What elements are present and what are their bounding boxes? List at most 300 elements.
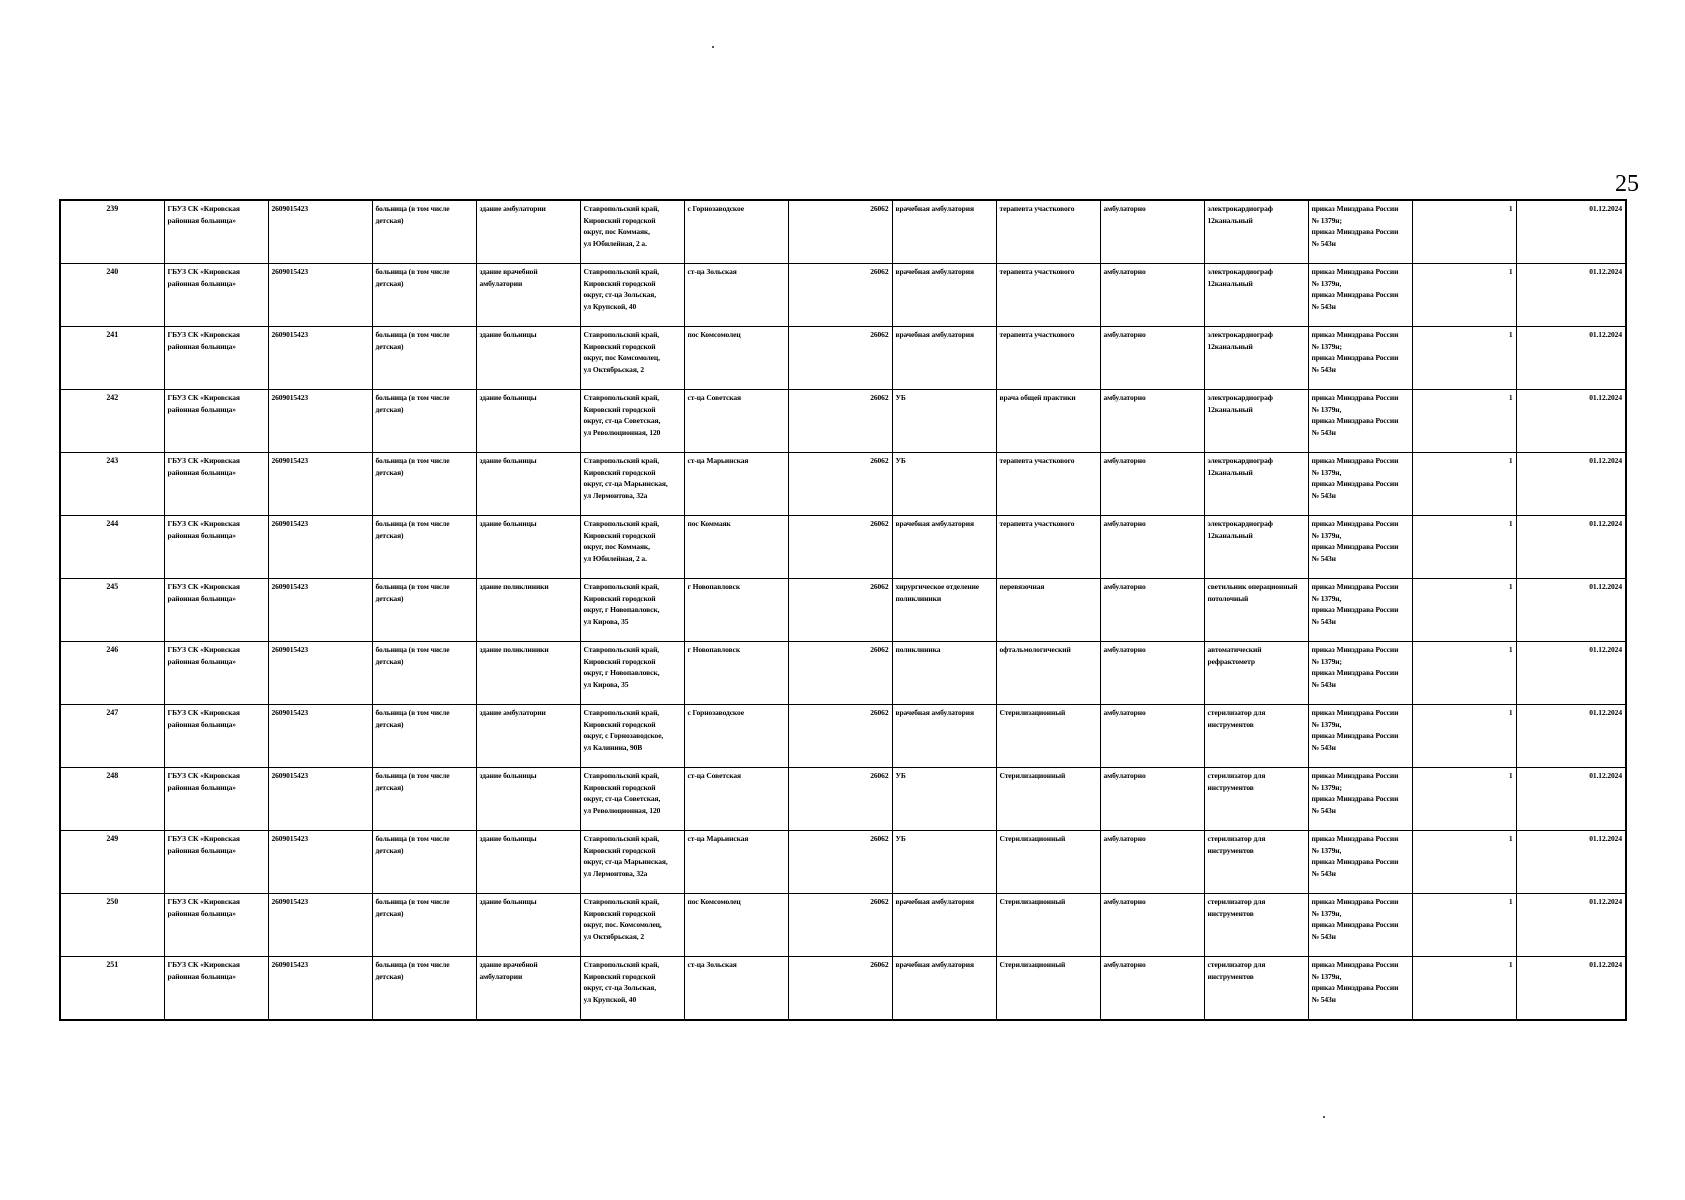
cell-order xyxy=(1308,579,1412,642)
cell-order-line: № 543н xyxy=(1311,931,1336,941)
cell-organization-line: районная больница» xyxy=(167,719,236,729)
cell-subdivision-line: врачебная амбулатория xyxy=(895,267,974,276)
cell-organization-line: районная больница» xyxy=(167,908,236,918)
cell-equipment xyxy=(1204,957,1308,1021)
table-row xyxy=(60,516,1626,579)
cell-locality: пос Комсомолец xyxy=(684,327,788,390)
cell-address-line: Кировский городской xyxy=(583,278,656,288)
cell-quantity: 1 xyxy=(1412,390,1516,453)
cell-address-line: ул Юбилейная, 2 а. xyxy=(583,238,647,248)
cell-facility-type-line: детская) xyxy=(375,530,404,540)
cell-care-form: амбулаторно xyxy=(1100,705,1204,768)
cell-organization-line: ГБУЗ СК «Кировская xyxy=(167,645,240,654)
cell-order-line: № 1379н, xyxy=(1311,845,1342,855)
cell-building xyxy=(476,579,580,642)
cell-num: 243 xyxy=(60,453,164,516)
cell-region-code: 26062 xyxy=(788,768,892,831)
cell-cabinet: Стерилизационный xyxy=(996,957,1100,1021)
cell-facility-type xyxy=(372,831,476,894)
cell-order-line: № 1379н, xyxy=(1311,530,1342,540)
cell-building xyxy=(476,390,580,453)
cell-address-line: ул Крупской, 40 xyxy=(583,994,637,1004)
cell-facility-type xyxy=(372,200,476,264)
cell-equipment-line: 12канальный xyxy=(1207,404,1253,414)
cell-equipment-line: инструментов xyxy=(1207,719,1254,729)
cell-region-code: 26062 xyxy=(788,200,892,264)
table-row xyxy=(60,957,1626,1021)
cell-address-line: Ставропольский край, xyxy=(583,267,660,276)
cell-locality: г Новопавловск xyxy=(684,642,788,705)
cell-building-line: здание амбулатории xyxy=(479,708,546,717)
cell-inn: 2609015423 xyxy=(268,768,372,831)
cell-date: 01.12.2024 xyxy=(1516,516,1626,579)
cell-building-line: здание больницы xyxy=(479,897,537,906)
cell-equipment-line: инструментов xyxy=(1207,782,1254,792)
cell-equipment-line: 12канальный xyxy=(1207,278,1253,288)
cell-subdivision xyxy=(892,705,996,768)
cell-locality: с Горнозаводское xyxy=(684,705,788,768)
cell-organization-line: районная больница» xyxy=(167,971,236,981)
cell-inn: 2609015423 xyxy=(268,390,372,453)
cell-equipment xyxy=(1204,200,1308,264)
cell-building xyxy=(476,957,580,1021)
cell-address-line: Ставропольский край, xyxy=(583,897,660,906)
cell-equipment-line: 12канальный xyxy=(1207,530,1253,540)
cell-order-line: приказ Минздрава России xyxy=(1311,542,1399,551)
cell-address-line: Ставропольский край, xyxy=(583,582,660,591)
cell-subdivision xyxy=(892,327,996,390)
table-row xyxy=(60,831,1626,894)
cell-order-line: № 1379н, xyxy=(1311,908,1342,918)
cell-building xyxy=(476,705,580,768)
cell-address-line: округ, ст-ца Зольская, xyxy=(583,290,656,299)
cell-care-form: амбулаторно xyxy=(1100,894,1204,957)
cell-address xyxy=(580,579,684,642)
cell-address-line: округ, пос Коммаяк, xyxy=(583,542,650,551)
cell-order-line: № 543н xyxy=(1311,868,1336,878)
cell-address-line: Кировский городской xyxy=(583,341,656,351)
cell-facility-type xyxy=(372,453,476,516)
cell-address-line: округ, ст-ца Советская, xyxy=(583,794,661,803)
cell-facility-type xyxy=(372,768,476,831)
cell-address-line: Кировский городской xyxy=(583,530,656,540)
cell-facility-type-line: больница (в том числе xyxy=(375,708,450,717)
cell-equipment xyxy=(1204,831,1308,894)
cell-cabinet: терапевта участкового xyxy=(996,264,1100,327)
cell-order-line: приказ Минздрава России xyxy=(1311,227,1399,236)
cell-equipment xyxy=(1204,516,1308,579)
cell-building xyxy=(476,327,580,390)
cell-subdivision xyxy=(892,516,996,579)
cell-quantity: 1 xyxy=(1412,579,1516,642)
cell-locality: ст-ца Зольская xyxy=(684,957,788,1021)
cell-locality: с Горнозаводское xyxy=(684,200,788,264)
cell-address xyxy=(580,390,684,453)
cell-address-line: ул Юбилейная, 2 а. xyxy=(583,553,647,563)
cell-order-line: № 1379н, xyxy=(1311,593,1342,603)
equipment-table xyxy=(59,199,1627,1021)
cell-subdivision-line: врачебная амбулатория xyxy=(895,960,974,969)
cell-region-code: 26062 xyxy=(788,957,892,1021)
cell-care-form: амбулаторно xyxy=(1100,768,1204,831)
cell-order-line: № 1379н, xyxy=(1311,278,1342,288)
cell-equipment-line: рефрактометр xyxy=(1207,656,1255,666)
cell-order-line: приказ Минздрава России xyxy=(1311,897,1399,906)
cell-quantity: 1 xyxy=(1412,894,1516,957)
cell-cabinet: терапевта участкового xyxy=(996,327,1100,390)
cell-address xyxy=(580,768,684,831)
cell-equipment-line: электрокардиограф xyxy=(1207,519,1273,528)
cell-date: 01.12.2024 xyxy=(1516,705,1626,768)
cell-order-line: приказ Минздрава России xyxy=(1311,582,1399,591)
cell-cabinet: терапевта участкового xyxy=(996,453,1100,516)
cell-equipment-line: светильник операционный xyxy=(1207,582,1298,591)
cell-building xyxy=(476,831,580,894)
cell-address-line: ул Крупской, 40 xyxy=(583,301,637,311)
cell-date: 01.12.2024 xyxy=(1516,957,1626,1021)
cell-address-line: Кировский городской xyxy=(583,845,656,855)
cell-facility-type xyxy=(372,390,476,453)
cell-organization-line: ГБУЗ СК «Кировская xyxy=(167,771,240,780)
cell-care-form: амбулаторно xyxy=(1100,642,1204,705)
cell-organization-line: ГБУЗ СК «Кировская xyxy=(167,330,240,339)
cell-quantity: 1 xyxy=(1412,831,1516,894)
cell-subdivision-line: врачебная амбулатория xyxy=(895,897,974,906)
cell-address-line: округ, г Новопавловск, xyxy=(583,668,660,677)
cell-address-line: Кировский городской xyxy=(583,782,656,792)
cell-building xyxy=(476,894,580,957)
cell-subdivision xyxy=(892,831,996,894)
cell-address-line: Кировский городской xyxy=(583,719,656,729)
cell-order-line: приказ Минздрава России xyxy=(1311,794,1399,803)
cell-order-line: № 1379н; xyxy=(1311,215,1342,225)
cell-inn: 2609015423 xyxy=(268,831,372,894)
cell-facility-type-line: детская) xyxy=(375,971,404,981)
cell-subdivision xyxy=(892,200,996,264)
cell-order-line: приказ Минздрава России xyxy=(1311,771,1399,780)
cell-order-line: приказ Минздрава России xyxy=(1311,416,1399,425)
cell-organization-line: ГБУЗ СК «Кировская xyxy=(167,267,240,276)
cell-locality: пос Комсомолец xyxy=(684,894,788,957)
cell-organization-line: ГБУЗ СК «Кировская xyxy=(167,582,240,591)
cell-facility-type-line: детская) xyxy=(375,467,404,477)
cell-order-line: приказ Минздрава России xyxy=(1311,708,1399,717)
cell-order-line: № 1379н, xyxy=(1311,404,1342,414)
cell-organization-line: районная больница» xyxy=(167,656,236,666)
table-row xyxy=(60,894,1626,957)
cell-order-line: приказ Минздрава России xyxy=(1311,731,1399,740)
cell-facility-type-line: детская) xyxy=(375,404,404,414)
cell-facility-type-line: детская) xyxy=(375,782,404,792)
cell-organization-line: районная больница» xyxy=(167,530,236,540)
cell-quantity: 1 xyxy=(1412,264,1516,327)
cell-subdivision-line: врачебная амбулатория xyxy=(895,204,974,213)
cell-facility-type-line: детская) xyxy=(375,278,404,288)
cell-num: 246 xyxy=(60,642,164,705)
cell-facility-type-line: детская) xyxy=(375,656,404,666)
cell-organization xyxy=(164,516,268,579)
cell-address-line: округ, ст-ца Марьинская, xyxy=(583,857,668,866)
cell-address-line: Ставропольский край, xyxy=(583,204,660,213)
cell-care-form: амбулаторно xyxy=(1100,390,1204,453)
cell-address xyxy=(580,453,684,516)
cell-locality: ст-ца Зольская xyxy=(684,264,788,327)
cell-address-line: ул Калинина, 90В xyxy=(583,742,643,752)
cell-facility-type-line: больница (в том числе xyxy=(375,204,450,213)
cell-inn: 2609015423 xyxy=(268,327,372,390)
cell-order xyxy=(1308,200,1412,264)
cell-equipment xyxy=(1204,705,1308,768)
cell-organization xyxy=(164,264,268,327)
cell-address-line: ул Революционная, 120 xyxy=(583,427,661,437)
cell-address-line: ул Кирова, 35 xyxy=(583,679,629,689)
cell-facility-type xyxy=(372,264,476,327)
table-row xyxy=(60,768,1626,831)
cell-address-line: Кировский городской xyxy=(583,656,656,666)
cell-care-form: амбулаторно xyxy=(1100,264,1204,327)
cell-subdivision xyxy=(892,579,996,642)
cell-care-form: амбулаторно xyxy=(1100,957,1204,1021)
cell-equipment xyxy=(1204,894,1308,957)
cell-order-line: приказ Минздрава России xyxy=(1311,668,1399,677)
cell-address xyxy=(580,894,684,957)
cell-order-line: № 543н xyxy=(1311,238,1336,248)
cell-organization-line: районная больница» xyxy=(167,467,236,477)
cell-inn: 2609015423 xyxy=(268,264,372,327)
cell-equipment-line: электрокардиограф xyxy=(1207,393,1273,402)
cell-num: 248 xyxy=(60,768,164,831)
cell-cabinet: Стерилизационный xyxy=(996,705,1100,768)
cell-equipment xyxy=(1204,264,1308,327)
cell-address-line: ул Лермонтова, 32а xyxy=(583,490,648,500)
cell-order-line: приказ Минздрава России xyxy=(1311,330,1399,339)
cell-organization-line: районная больница» xyxy=(167,782,236,792)
cell-address-line: Ставропольский край, xyxy=(583,645,660,654)
cell-organization xyxy=(164,705,268,768)
cell-equipment xyxy=(1204,642,1308,705)
cell-facility-type-line: детская) xyxy=(375,845,404,855)
cell-facility-type-line: больница (в том числе xyxy=(375,897,450,906)
cell-care-form: амбулаторно xyxy=(1100,200,1204,264)
cell-order-line: приказ Минздрава России xyxy=(1311,267,1399,276)
cell-organization-line: ГБУЗ СК «Кировская xyxy=(167,456,240,465)
cell-care-form: амбулаторно xyxy=(1100,516,1204,579)
cell-equipment xyxy=(1204,390,1308,453)
cell-building-line: амбулатории xyxy=(479,971,523,981)
cell-address-line: ул Кирова, 35 xyxy=(583,616,629,626)
cell-locality: пос Коммаяк xyxy=(684,516,788,579)
cell-address-line: Кировский городской xyxy=(583,215,656,225)
cell-equipment-line: электрокардиограф xyxy=(1207,204,1273,213)
cell-date: 01.12.2024 xyxy=(1516,894,1626,957)
cell-subdivision-line: врачебная амбулатория xyxy=(895,330,974,339)
cell-inn: 2609015423 xyxy=(268,516,372,579)
cell-order xyxy=(1308,264,1412,327)
cell-quantity: 1 xyxy=(1412,453,1516,516)
cell-organization-line: районная больница» xyxy=(167,845,236,855)
cell-region-code: 26062 xyxy=(788,579,892,642)
cell-num: 242 xyxy=(60,390,164,453)
cell-address-line: округ, пос Коммаяк, xyxy=(583,227,650,236)
cell-address xyxy=(580,831,684,894)
cell-order-line: № 543н xyxy=(1311,994,1336,1004)
table-row xyxy=(60,453,1626,516)
cell-equipment-line: 12канальный xyxy=(1207,215,1253,225)
cell-address-line: округ, ст-ца Советская, xyxy=(583,416,661,425)
cell-facility-type-line: больница (в том числе xyxy=(375,960,450,969)
cell-building-line: здание врачебной xyxy=(479,960,538,969)
cell-quantity: 1 xyxy=(1412,642,1516,705)
cell-region-code: 26062 xyxy=(788,642,892,705)
cell-subdivision-line: врачебная амбулатория xyxy=(895,708,974,717)
cell-inn: 2609015423 xyxy=(268,642,372,705)
cell-organization xyxy=(164,768,268,831)
table-row xyxy=(60,642,1626,705)
cell-cabinet: терапевта участкового xyxy=(996,200,1100,264)
cell-order-line: № 543н xyxy=(1311,490,1336,500)
cell-facility-type xyxy=(372,579,476,642)
cell-address-line: Ставропольский край, xyxy=(583,708,660,717)
cell-locality: ст-ца Марьинская xyxy=(684,831,788,894)
cell-building-line: здание больницы xyxy=(479,771,537,780)
cell-quantity: 1 xyxy=(1412,327,1516,390)
cell-building xyxy=(476,642,580,705)
cell-facility-type xyxy=(372,957,476,1021)
cell-subdivision-line: УБ xyxy=(895,834,906,843)
cell-cabinet: Стерилизационный xyxy=(996,768,1100,831)
cell-address xyxy=(580,957,684,1021)
cell-organization-line: районная больница» xyxy=(167,215,236,225)
cell-region-code: 26062 xyxy=(788,453,892,516)
cell-building-line: амбулатории xyxy=(479,278,523,288)
cell-order xyxy=(1308,957,1412,1021)
cell-address-line: округ, пос Комсомолец, xyxy=(583,353,660,362)
cell-inn: 2609015423 xyxy=(268,200,372,264)
cell-subdivision-line: хирургическое отделение xyxy=(895,582,980,591)
cell-organization xyxy=(164,894,268,957)
cell-address xyxy=(580,327,684,390)
cell-order-line: приказ Минздрава России xyxy=(1311,605,1399,614)
cell-order xyxy=(1308,894,1412,957)
cell-region-code: 26062 xyxy=(788,831,892,894)
cell-building xyxy=(476,264,580,327)
cell-order-line: № 543н xyxy=(1311,427,1336,437)
cell-facility-type-line: детская) xyxy=(375,719,404,729)
cell-order-line: приказ Минздрава России xyxy=(1311,960,1399,969)
cell-order-line: приказ Минздрава России xyxy=(1311,834,1399,843)
cell-subdivision-line: УБ xyxy=(895,456,906,465)
cell-address xyxy=(580,264,684,327)
cell-subdivision xyxy=(892,453,996,516)
cell-order-line: приказ Минздрава России xyxy=(1311,519,1399,528)
cell-facility-type-line: больница (в том числе xyxy=(375,456,450,465)
cell-equipment xyxy=(1204,453,1308,516)
cell-order-line: № 1379н, xyxy=(1311,719,1342,729)
cell-address xyxy=(580,200,684,264)
cell-address-line: округ, пос. Комсомолец, xyxy=(583,920,662,929)
cell-order-line: приказ Минздрава России xyxy=(1311,456,1399,465)
cell-building xyxy=(476,200,580,264)
scan-speck xyxy=(1323,1116,1325,1118)
cell-num: 241 xyxy=(60,327,164,390)
cell-inn: 2609015423 xyxy=(268,579,372,642)
cell-subdivision xyxy=(892,957,996,1021)
cell-address-line: Ставропольский край, xyxy=(583,330,660,339)
cell-order-line: приказ Минздрава России xyxy=(1311,983,1399,992)
cell-address-line: Кировский городской xyxy=(583,593,656,603)
cell-order-line: № 543н xyxy=(1311,616,1336,626)
cell-building xyxy=(476,453,580,516)
cell-facility-type-line: больница (в том числе xyxy=(375,519,450,528)
cell-order-line: № 543н xyxy=(1311,742,1336,752)
cell-order xyxy=(1308,516,1412,579)
cell-equipment xyxy=(1204,768,1308,831)
cell-address-line: ул Октябрьская, 2 xyxy=(583,364,644,374)
cell-organization xyxy=(164,453,268,516)
cell-organization-line: районная больница» xyxy=(167,278,236,288)
cell-organization xyxy=(164,390,268,453)
cell-organization-line: ГБУЗ СК «Кировская xyxy=(167,204,240,213)
cell-inn: 2609015423 xyxy=(268,957,372,1021)
cell-organization-line: ГБУЗ СК «Кировская xyxy=(167,897,240,906)
cell-equipment-line: стерилизатор для xyxy=(1207,834,1266,843)
cell-date: 01.12.2024 xyxy=(1516,831,1626,894)
cell-facility-type-line: больница (в том числе xyxy=(375,267,450,276)
cell-organization-line: ГБУЗ СК «Кировская xyxy=(167,393,240,402)
cell-order-line: № 1379н; xyxy=(1311,341,1342,351)
cell-subdivision-line: УБ xyxy=(895,771,906,780)
cell-address-line: Ставропольский край, xyxy=(583,456,660,465)
cell-quantity: 1 xyxy=(1412,957,1516,1021)
cell-date: 01.12.2024 xyxy=(1516,390,1626,453)
cell-date: 01.12.2024 xyxy=(1516,642,1626,705)
cell-subdivision xyxy=(892,894,996,957)
cell-equipment xyxy=(1204,579,1308,642)
cell-facility-type-line: детская) xyxy=(375,341,404,351)
cell-equipment-line: 12канальный xyxy=(1207,341,1253,351)
cell-inn: 2609015423 xyxy=(268,453,372,516)
cell-address-line: Ставропольский край, xyxy=(583,771,660,780)
cell-building-line: здание амбулатории xyxy=(479,204,546,213)
cell-num: 247 xyxy=(60,705,164,768)
cell-date: 01.12.2024 xyxy=(1516,579,1626,642)
cell-subdivision xyxy=(892,768,996,831)
table-row xyxy=(60,200,1626,264)
cell-building xyxy=(476,768,580,831)
cell-date: 01.12.2024 xyxy=(1516,768,1626,831)
cell-facility-type xyxy=(372,516,476,579)
cell-equipment-line: 12канальный xyxy=(1207,467,1253,477)
cell-cabinet: офтальмологический xyxy=(996,642,1100,705)
cell-cabinet: врача общей практики xyxy=(996,390,1100,453)
cell-order xyxy=(1308,768,1412,831)
cell-facility-type xyxy=(372,642,476,705)
cell-region-code: 26062 xyxy=(788,894,892,957)
cell-building-line: здание больницы xyxy=(479,834,537,843)
cell-building-line: здание больницы xyxy=(479,330,537,339)
cell-facility-type-line: детская) xyxy=(375,593,404,603)
cell-inn: 2609015423 xyxy=(268,894,372,957)
cell-care-form: амбулаторно xyxy=(1100,453,1204,516)
cell-address-line: Ставропольский край, xyxy=(583,960,660,969)
cell-date: 01.12.2024 xyxy=(1516,200,1626,264)
cell-order-line: приказ Минздрава России xyxy=(1311,920,1399,929)
cell-facility-type-line: больница (в том числе xyxy=(375,645,450,654)
cell-subdivision xyxy=(892,390,996,453)
cell-order-line: № 1379н, xyxy=(1311,971,1342,981)
cell-organization-line: районная больница» xyxy=(167,404,236,414)
cell-facility-type-line: детская) xyxy=(375,908,404,918)
